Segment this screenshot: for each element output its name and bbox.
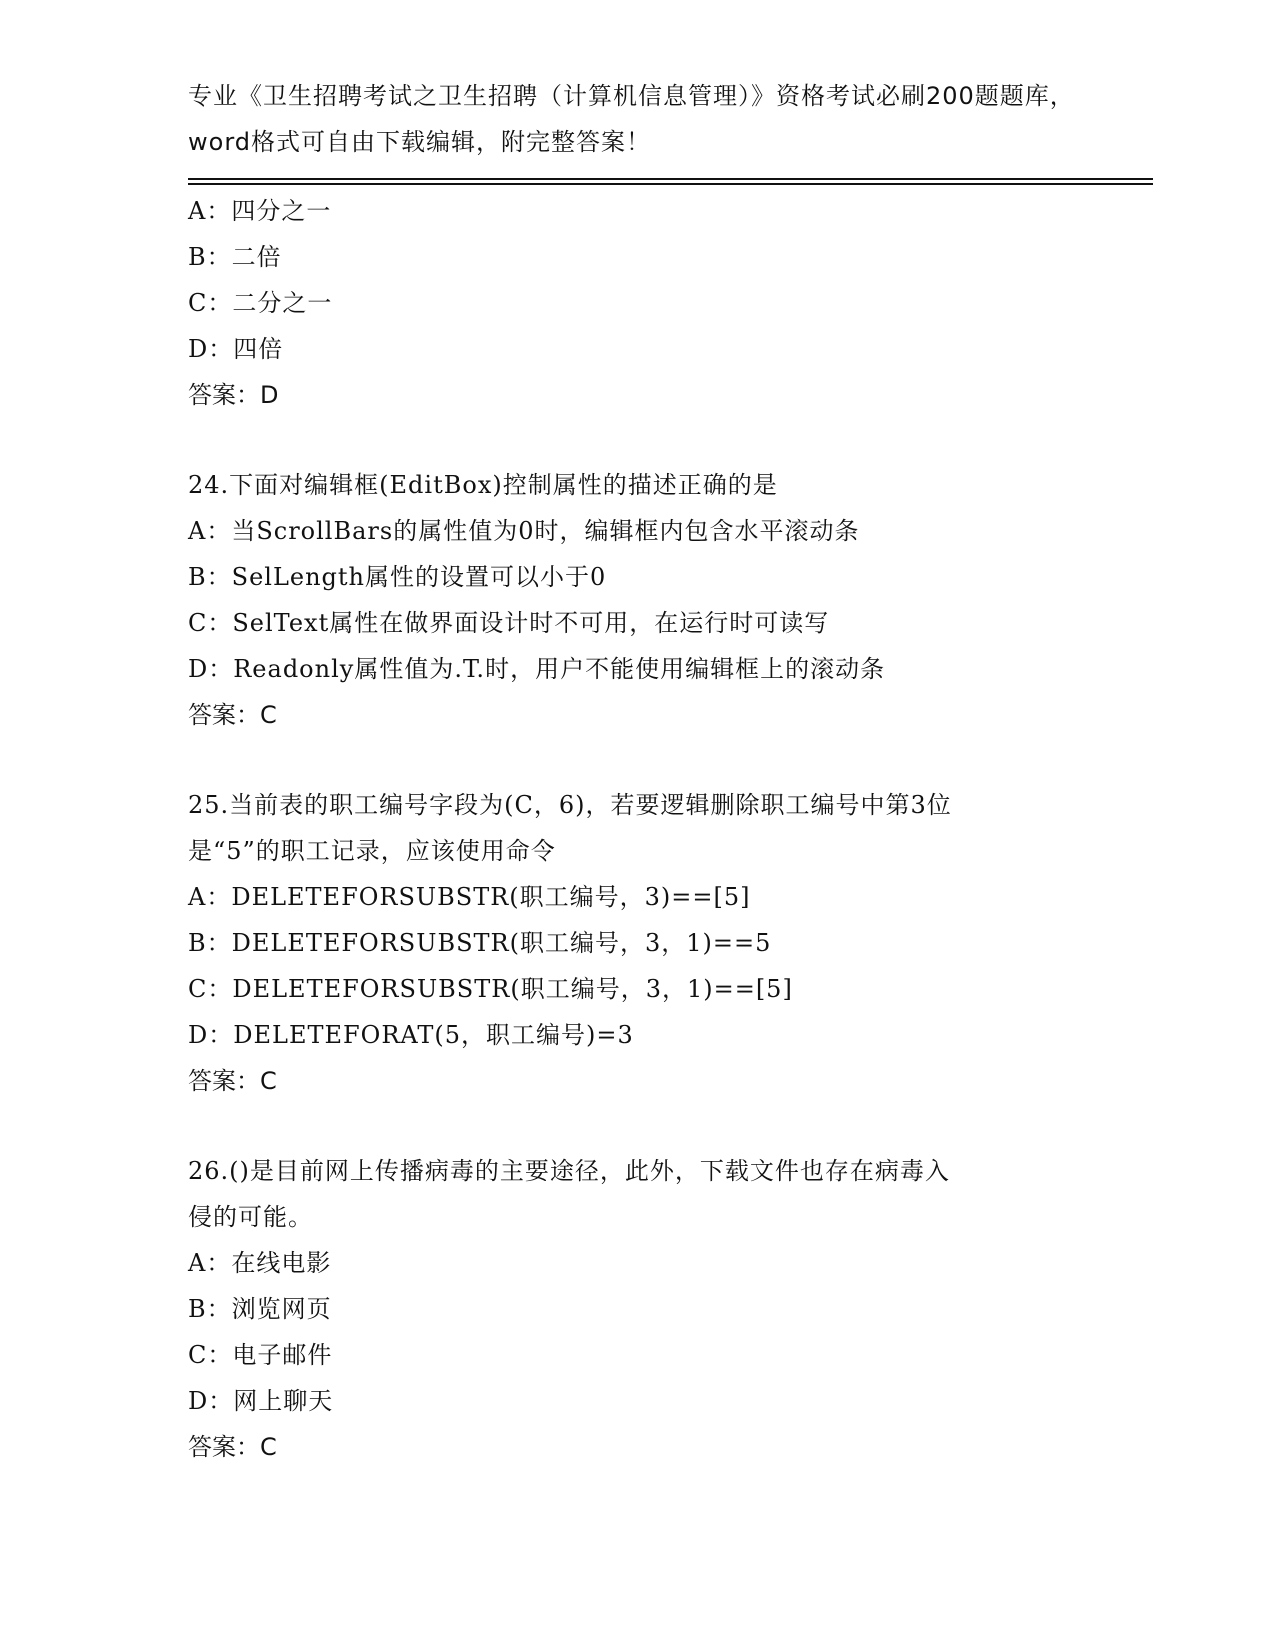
option-c: C：SelText属性在做界面设计时不可用，在运行时可读写 [188,609,830,637]
document-content [188,188,1148,1470]
answer-line: 答案：C [188,1433,277,1461]
option-b: B：二倍 [188,243,282,271]
option-a: A：DELETEFORSUBSTR(职工编号，3)==[5] [188,883,751,911]
question-text-line-2: 侵的可能。 [188,1203,313,1231]
header-line-2: word格式可自由下载编辑，附完整答案！ [188,128,651,156]
question-26 [188,1148,1148,1470]
option-d: D：Readonly属性值为.T.时，用户不能使用编辑框上的滚动条 [188,655,886,683]
answer-line: 答案：C [188,1067,277,1095]
header-line-1: 专业《卫生招聘考试之卫生招聘（计算机信息管理）》资格考试必刷200题题库， [188,82,1075,110]
question-23 [188,188,1148,418]
question-24 [188,462,1148,738]
answer-line: 答案：C [188,701,277,729]
question-text-line-1: 26.()是目前网上传播病毒的主要途径，此外，下载文件也存在病毒入 [188,1157,950,1185]
option-c: C：DELETEFORSUBSTR(职工编号，3，1)==[5] [188,975,793,1003]
option-d: D：网上聊天 [188,1387,334,1415]
option-c: C：二分之一 [188,289,333,317]
header-divider-top [188,178,1153,180]
option-a: A：四分之一 [188,197,332,225]
question-text-line-2: 是“5”的职工记录，应该使用命令 [188,837,556,865]
question-text: 24.下面对编辑框(EditBox)控制属性的描述正确的是 [188,471,778,499]
option-a: A：在线电影 [188,1249,332,1277]
answer-line: 答案：D [188,381,279,409]
document-header [188,73,1088,165]
question-25 [188,782,1148,1104]
option-c: C：电子邮件 [188,1341,333,1369]
option-d: D：DELETEFORAT(5，职工编号)=3 [188,1021,634,1049]
option-b: B：SelLength属性的设置可以小于0 [188,563,607,591]
option-a: A：当ScrollBars的属性值为0时，编辑框内包含水平滚动条 [188,517,860,545]
option-b: B：DELETEFORSUBSTR(职工编号，3，1)==5 [188,929,772,957]
option-d: D：四倍 [188,335,284,363]
option-b: B：浏览网页 [188,1295,332,1323]
header-divider-bottom [188,183,1153,185]
question-text-line-1: 25.当前表的职工编号字段为(C，6)，若要逻辑删除职工编号中第3位 [188,791,952,819]
